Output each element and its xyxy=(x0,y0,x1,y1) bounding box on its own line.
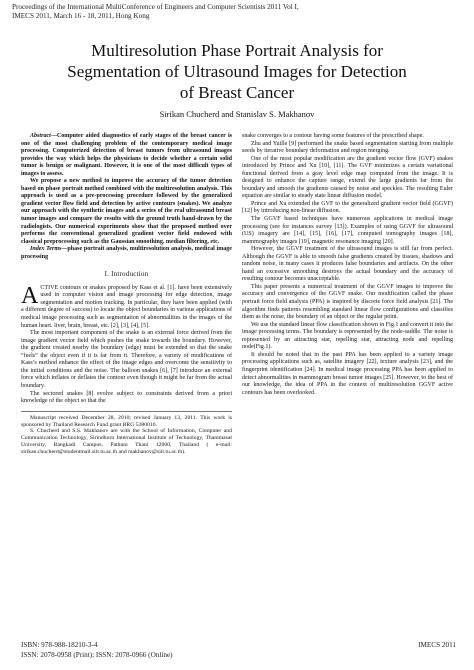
footnote-paragraph-1: Manuscript received December 28, 2010; revised January 13, 2011. This work is sponsored by Thailand Research Fund grant BRG 5380016. xyxy=(21,414,232,428)
section-heading-introduction: I. Introduction xyxy=(104,271,149,279)
abstract xyxy=(21,133,232,246)
right-paragraph-9: It should be noted that in the past PPA has been applied to a variety image processing applications such as, satellite imagery [22], texture analysis [23], and the fingerprint identification [24]. In medical image processing PPA has been applied to detect abnormalities in mammogram breast tumor images [25]. However, to the best of our knowledge, the idea of PPA in the context of multiresolution GGVF active contours has been overlooked. xyxy=(242,351,453,396)
right-paragraph-3: One of the most popular modification are the gradient vector flow (GVF) snakes introduced by Prince and Xu [10], [11]. The GVF minimizes a certain variational functional derived from a gray level edge map computed from the image. It is designed to enhance the capture range, extend the large gradients far from the boundary and smooth the gradients caused by noise and speckles. The resulting Euler equation are similar to steady state linear diffusion model. xyxy=(242,155,453,200)
right-paragraph-1: snake converges to a contour having some features of the prescribed shape. xyxy=(242,133,424,139)
title-line-3: of Breast Cancer xyxy=(179,83,295,102)
abstract-paragraph-1 xyxy=(21,133,232,178)
proceedings-line-2: IMECS 2011, March 16 - 18, 2011, Hong Kong xyxy=(12,12,150,20)
right-column xyxy=(242,133,453,397)
right-paragraph-6: However, the GGVF treatment of the ultrasound images is still far from perfect. Although the GGVF is able to smooth false gradients created by tissues, shadows and random noise, in many cases it produces false boundaries and artifacts. On the other hand an excessive smoothing destroys the actual boundary and the accuracy of resulting contour becomes unacceptable. xyxy=(242,246,453,283)
intro-paragraph-3: The sectored snakes [8] evolve subject to constraints derived from a priori knowledge of the object so that the xyxy=(21,390,232,405)
authors: Sirikan Chucherd and Stanislav S. Makhanov xyxy=(159,109,315,119)
page-footer-left xyxy=(21,641,173,660)
footnote xyxy=(21,411,232,456)
title-line-1: Multiresolution Phase Portrait Analysis for xyxy=(91,41,383,60)
paper-title xyxy=(20,40,454,103)
abstract-paragraph-2: We propose a new method to improve the accuracy of the tumor detection based on phase portrait method combined with the multiresolution analysis. This approach is used as a pre-processing procedure followed by the generalized gradient vector flow field and detection by active contours (snakes). We analyze our approach with the synthetic images and a series of the real ultrasound breast tumor images and compare the results with the ground truth hand-drawn by the radiologists. Our numerical experiments show that the proposed method over performs the conventional generalized gradient vector field endowed with classical preprocessing such as the Gaussian smoothing, median filtering, etc. xyxy=(21,178,232,245)
abstract-text-1: —Computer aided diagnostics of early stages of the breast cancer is one of the most challenging problem of the contemporary medical image processing. Computerized detection of breast tumors from ultrasound images provides the way which helps the physicians to decide whether a certain solid tumor is benign or malignant. However, it is one of the most difficult types of images to assess. xyxy=(21,133,232,177)
right-paragraph-4: Prince and Xu extended the GVF to the generalized gradient vector field (GGVF) [12] by introducing non-linear diffusion. xyxy=(242,200,453,215)
title-line-2: Segmentation of Ultrasound Images for Detection xyxy=(67,62,407,81)
index-terms-label: Index Terms xyxy=(30,246,62,253)
page-footer-right: IMECS 2011 xyxy=(418,641,456,649)
proceedings-header xyxy=(12,3,462,21)
intro-paragraph-2: The most important component of the snake is an external force derived from the image gradient vector field which pushes the snake towards the boundary. However, the gradient created nearby the boundary (edge) must be extended so that the snake “feels” the object even if it is far from it. Therefore, a variety of modifications of Kass’s method enhance the effect of the image edges and overcome the sensitivity to the initial conditions and the noise. The balloon snakes [6], [7] introduce an external force which inflates or deflates the contour even though it might be far from the actual boundary. xyxy=(21,330,232,389)
drop-cap: A xyxy=(21,282,39,309)
footnote-paragraph-2: S. Chucherd and S.S. Makhanov are with the School of Information, Computer and Communication Technology, Sirindhorn International Institute of Technology, Thammasat University, Bangkadi Campus, Pathum Thani 12000, Thailand ( e-mail: sirikan.chucherd@studentmail.siit.tu.ac.th and makhanov@siit.tu.ac.th). xyxy=(21,428,232,456)
intro-paragraph-1-text: CTIVE contours or snakes proposed by Kass et al. [1]. have been extensively used in computer vision and image processing for edge detection, image segmentation and motion tracking. In particular, they have been applied (with a different degree of success) to locate the object boundaries in various applications of medical image processing such as segmentation of abnormalities in the images of the human heart. liver, brain, breast, etc. [2], [3], [4], [5]. xyxy=(21,284,232,329)
index-terms-text: —phase portrait analysis, multiresolution analysis, medical image processing xyxy=(21,246,232,260)
proceedings-line-1: Proceedings of the International MultiConference of Engineers and Computer Scientists 2011 Vol I, xyxy=(12,3,299,11)
issn: ISSN: 2078-0958 (Print); ISSN: 2078-0966 (Online) xyxy=(21,650,173,659)
index-terms xyxy=(21,246,232,261)
right-paragraph-2: Zhu and Yuille [9] performed the snake based segmentation starting from multiple seeds by iterative boundary deformation and region merging. xyxy=(242,140,453,155)
right-paragraph-8: We use the standard linear flow classification shown in Fig.1 and convert it into the image processing terms. The boundary is represented by the node-saddle. The noise is represented by an attracting star, repelling star, attracting node and repelling node(Fig.1). xyxy=(242,321,453,351)
right-paragraph-7: This paper presents a numerical treatment of the GGVF images to improve the accuracy and convergence of the GGVF snake. Our modification called the phase portrait force field analysis (PPA) is inspired by discrete force field analysis [21]. The algorithm finds patterns resembling standard linear flow configurations and classifies them as the noise, the boundary of an object or the regular point. xyxy=(242,283,453,321)
abstract-label: Abstract xyxy=(30,133,51,139)
isbn: ISBN: 978-988-18210-3-4 xyxy=(21,641,98,649)
intro-paragraph-1 xyxy=(21,282,232,330)
left-column xyxy=(21,133,232,456)
right-paragraph-5: The GGVF based techniques have numerous applications in medical image processing (see for instances survey [13]). Examples of using GGVF for ultrasound (US) imagery are [14], [15], [16], [17], computed tomography images [18], mammography images [19], magnetic resonance imaging [20]. xyxy=(242,216,453,245)
